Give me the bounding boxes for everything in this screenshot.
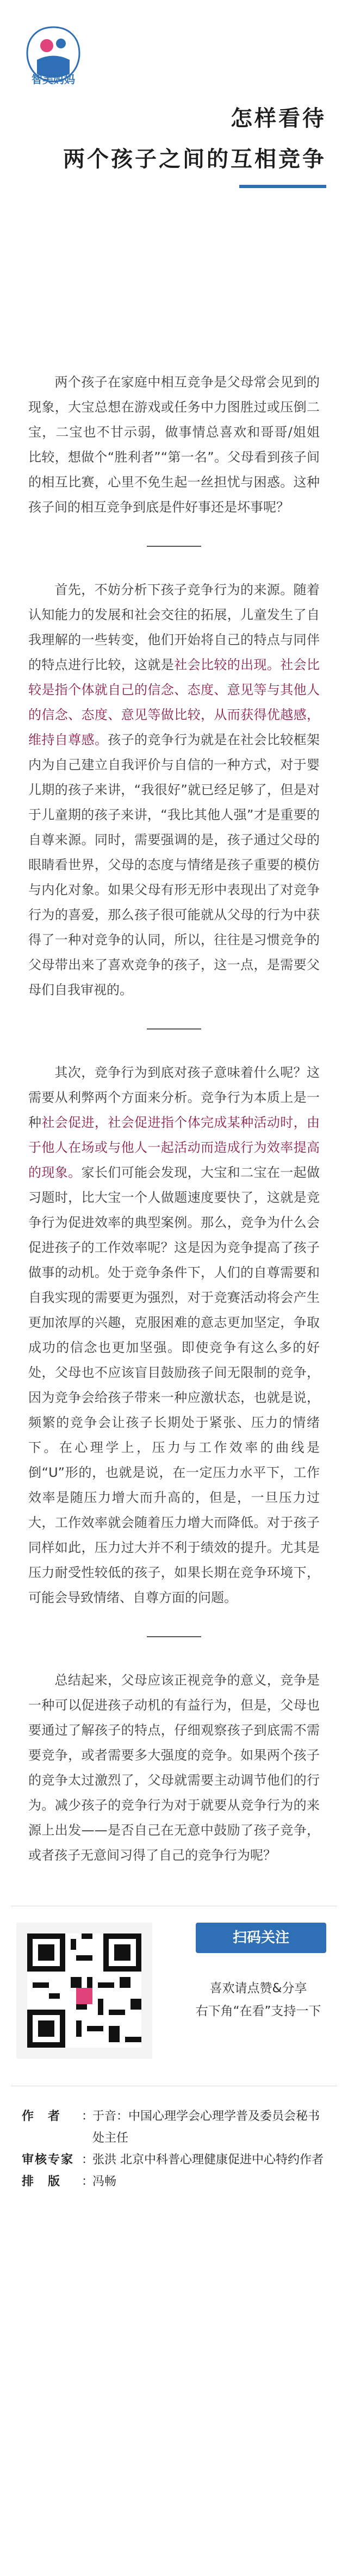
- credit-key: 作 者: [22, 2110, 61, 2123]
- title-line-2: 两个孩子之间的互相竞争: [63, 147, 326, 172]
- paragraph-3: [28, 1060, 320, 1610]
- credit-key: 排 版: [22, 2175, 61, 2188]
- qr-caption-line-1: 喜欢请点赞&分享: [209, 1981, 307, 1995]
- credit-key: 审核专家: [22, 2153, 74, 2167]
- page-title: [63, 101, 326, 173]
- section-divider: [147, 546, 201, 547]
- paragraph-2: [28, 577, 320, 1002]
- credit-reviewer: 审核专家 ： 张洪 北京中科普心理健康促进中心特约作者: [22, 2149, 326, 2171]
- credits-section: [22, 2106, 326, 2193]
- title-accent-bar: [239, 185, 326, 188]
- qr-caption: [169, 1977, 348, 2023]
- credit-value: 冯畅: [92, 2175, 117, 2188]
- paragraph-3-highlight: 社会促进，社会促进指个体完成某种活动时，由于他人在场或与他人一起活动而造成行为效率提高的现象。: [28, 1115, 320, 1180]
- credit-value: 张洪 北京中科普心理健康促进中心特约作者: [92, 2153, 324, 2167]
- scan-follow-button[interactable]: 扫码关注: [196, 1923, 326, 1953]
- paragraph-3-text-b: 家长们可能会发现，大宝和二宝在一起做习题时，比大宝一个人做题速度要快了，这就是竞争行为促进效率的典型案例。那么，竞争为什么会促进孩子的工作效率呢？这是因为竞争提高了孩子做事的动机。处于竞争条件下，人们的自尊需要和自我实现的需要更为强烈，对于竞赛活动将会产生更加浓厚的兴趣，克服困难的意志更加坚定，争取成功的信念也更加坚强。即使竞争有这么多的好处，父母也不应该盲目鼓励孩子间无限制的竞争，因为竞争会给孩子带来一种应激状态，也就是说，频繁的竞争会让孩子长期处于紧张、压力的情绪下。在心理学上，压力与工作效率的曲线是倒“U”形的，也就是说，在一定压力水平下，工作效率是随压力增大而升高的，但是，一旦压力过大，工作效率就会随着压力增大而降低。对于孩子同样如此，压力过大并不利于绩效的提升。尤其是压力耐受性较低的孩子，如果长期在竞争环境下，可能会导致情绪、自尊方面的问题。: [28, 1165, 320, 1605]
- section-divider: [147, 1636, 201, 1637]
- paragraph-1: [28, 370, 320, 520]
- paragraph-2-text-b: 孩子的竞争行为就是在社会比较框架内为自己建立自我评价与自信的一种方式，对于婴儿期的孩子来讲，“我很好”就已经足够了，但是对于儿童期的孩子来讲，“我比其他人强”才是重要的自尊来源。同时，需要强调的是，孩子通过父母的眼睛看世界，父母的态度与情绪是孩子重要的模仿与内化对象。如果父母有形无形中表现出了对竞争行为的喜爱，那么孩子很可能就从父母的行为中获得了一种对竞争的认同，所以，往往是习惯竞争的父母带出来了喜欢竞争的孩子，这一点，是需要父母们自我审视的。: [28, 732, 320, 997]
- paragraph-2-highlight: 社会比较的出现。社会比较是指个体就自己的信念、态度、意见等与其他人的信念、态度、意见等做比较，从而获得优越感，维持自尊感。: [28, 657, 320, 747]
- qr-code-icon[interactable]: [27, 1933, 141, 2048]
- credit-value: 于音：中国心理学会心理学普及委员会秘书处主任: [92, 2110, 320, 2145]
- article-body: [0, 370, 348, 1868]
- paragraph-1-text: 两个孩子在家庭中相互竞争是父母常会见到的现象，大宝总想在游戏或任务中力图胜过或压倒二宝，二宝也不甘示弱，做事情总喜欢和哥哥/姐姐比较，想做个“胜利者”“第一名”。父母看到孩子间的相互比赛，心里不免生起一丝担忧与困惑。这种孩子间的相互竞争到底是件好事还是坏事呢？: [28, 375, 320, 515]
- qr-follow-section: [11, 1906, 337, 2086]
- credit-author: 作 者 ： 于音：中国心理学会心理学普及委员会秘书处主任: [22, 2106, 326, 2149]
- qr-caption-line-2: 右下角“在看”支持一下: [195, 2004, 321, 2018]
- brand-logo-text: 智美妈妈: [32, 73, 75, 86]
- header: [0, 0, 348, 370]
- title-line-1: 怎样看待: [231, 106, 326, 131]
- section-divider: [147, 1028, 201, 1030]
- credit-layout: 排 版 ： 冯畅: [22, 2171, 326, 2193]
- paragraph-2-text-a: 首先，不妨分析下孩子竞争行为的来源。随着认知能力的发展和社会交往的拓展，儿童发生了自我理解的一些转变，他们开始将自己的特点与同伴的特点进行比较，这就是: [28, 582, 320, 672]
- paragraph-4: [28, 1668, 320, 1868]
- paragraph-3-text-a: 其次，竞争行为到底对孩子意味着什么呢？这需要从利弊两个方面来分析。竞争行为本质上是一种: [28, 1065, 320, 1130]
- qr-code-frame: [16, 1923, 152, 2059]
- paragraph-4-text: 总结起来，父母应该正视竞争的意义，竞争是一种可以促进孩子动机的有益行为，但是，父母也要通过了解孩子的特点，仔细观察孩子到底需不需要竞争，或者需要多大强度的竞争。如果两个孩子的竞争太过激烈了，父母就需要主动调节他们的行为。减少孩子的竞争行为对于就要从竞争行为的来源上出发——是否自己在无意中鼓励了孩子竞争，或者孩子无意间习得了自己的竞争行为呢？: [28, 1673, 320, 1863]
